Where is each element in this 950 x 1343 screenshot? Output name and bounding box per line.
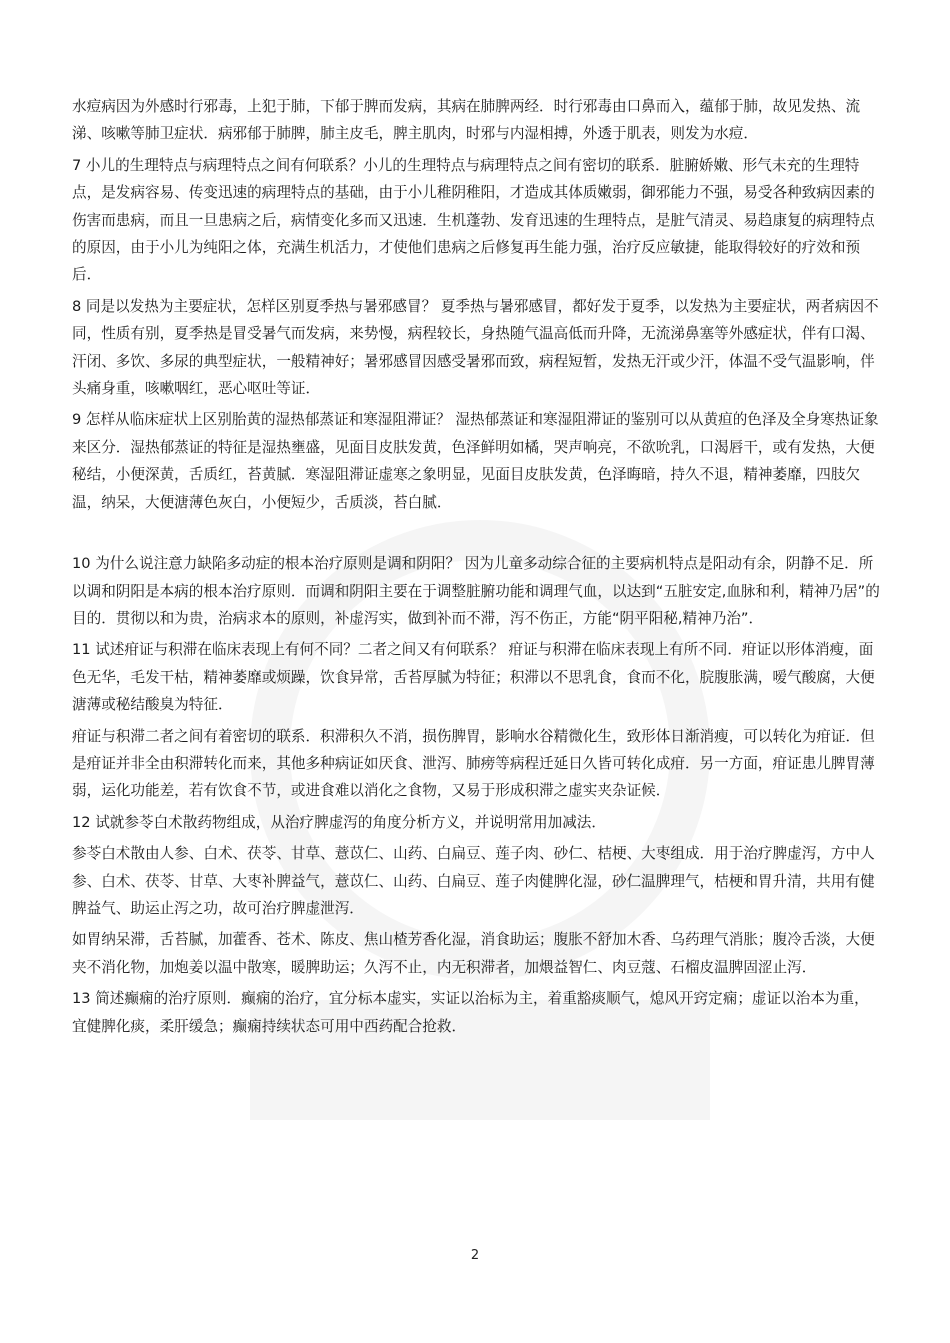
paragraph-q10: 10 为什么说注意力缺陷多动症的根本治疗原则是调和阴阳？ 因为儿童多动综合征的主要病机特点是阳动有余，阴静不足．所以调和阴阳是本病的根本治疗原则．而调和阴阳主要在于调整脏腑功能和调理气血，以达到“五脏安定,血脉和利，精神乃居”的目的．贯彻以和为贵，治病求本的原则，补虚泻实，做到补而不滞，泻不伤正，方能“阴平阳秘,精神乃治”． bbox=[72, 555, 880, 627]
paragraph-q7: 7 小儿的生理特点与病理特点之间有何联系？小儿的生理特点与病理特点之间有密切的联系．脏腑娇嫩、形气未充的生理特点，是发病容易、传变迅速的病理特点的基础，由于小儿稚阴稚阳，才造成其体质嫩弱，御邪能力不强，易受各种致病因素的伤害而患病，而且一旦患病之后，病情变化多而又迅速．生机蓬勃、发育迅速的生理特点，是脏气清灵、易趋康复的病理特点的原因，由于小儿为纯阳之体，充满生机活力，才使他们患病之后修复再生能力强，治疗反应敏捷，能取得较好的疗效和预后． bbox=[72, 156, 875, 284]
paragraph-q12: 12 试就参苓白术散药物组成，从治疗脾虚泻的角度分析方义，并说明常用加减法． bbox=[72, 813, 606, 831]
paragraph-q13: 13 简述癫痫的治疗原则．癫痫的治疗，宜分标本虚实，实证以治标为主，着重豁痰顺气，熄风开窍定痫；虚证以治本为重，宜健脾化痰，柔肝缓急；癫痫持续状态可用中西药配合抢救． bbox=[72, 990, 869, 1035]
paragraph-q11-relation: 疳证与积滞二者之间有着密切的联系．积滞积久不消，损伤脾胃，影响水谷精微化生，致形体日渐消瘦，可以转化为疳证．但是疳证并非全由积滞转化而来，其他多种病证如厌食、泄泻、肺痨等病程迁延日久皆可转化成疳．另一方面，疳证患儿脾胃薄弱，运化功能差，若有饮食不节，或进食难以消化之食物，又易于形成积滞之虚实夹杂证候． bbox=[72, 727, 875, 800]
paragraph-q12-composition: 参苓白术散由人参、白术、茯苓、甘草、薏苡仁、山药、白扁豆、莲子肉、砂仁、桔梗、大枣组成．用于治疗脾虚泻，方中人参、白术、茯苓、甘草、大枣补脾益气，薏苡仁、山药、白扁豆、莲子肉健脾化湿，砂仁温脾理气，桔梗和胃升清，共用有健脾益气、助运止泻之功，故可治疗脾虚泄泻． bbox=[72, 845, 875, 917]
page-number: 2 bbox=[470, 1248, 480, 1263]
paragraph-q8: 8 同是以发热为主要症状，怎样区别夏季热与暑邪感冒？ 夏季热与暑邪感冒，都好发于夏季，以发热为主要症状，两者病因不同，性质有别，夏季热是冒受暑气而发病，来势慢，病程较长，身热随气温高低而升降，无流涕鼻塞等外感症状，伴有口渴、汗闭、多饮、多尿的典型症状，一般精神好；暑邪感冒因感受暑邪而致，病程短暂，发热无汗或少汗，体温不受气温影响，伴头痛身重，咳嗽咽红，恶心呕吐等证． bbox=[72, 297, 879, 398]
paragraph-q9: 9 怎样从临床症状上区别胎黄的湿热郁蒸证和寒湿阻滞证？ 湿热郁蒸证和寒湿阻滞证的鉴别可以从黄疸的色泽及全身寒热证象来区分．湿热郁蒸证的特征是湿热壅盛，见面目皮肤发黄，色泽鲜明如橘，哭声响亮，不欲吮乳，口渴唇干，或有发热，大便秘结，小便深黄，舌质红，苔黄腻．寒湿阻滞证虚寒之象明显，见面目皮肤发黄，色泽晦暗，持久不退，精神萎靡，四肢欠温，纳呆，大便溏薄色灰白，小便短少，舌质淡，苔白腻． bbox=[72, 411, 879, 511]
document-body bbox=[72, 93, 880, 1044]
paragraph-q12-modifications: 如胃纳呆滞，舌苔腻，加藿香、苍术、陈皮、焦山楂芳香化湿，消食助运；腹胀不舒加木香、乌药理气消胀；腹冷舌淡，大便夹不消化物，加炮姜以温中散寒，暖脾助运；久泻不止，内无积滞者，加煨益智仁、肉豆蔻、石榴皮温脾固涩止泻． bbox=[72, 931, 875, 976]
paragraph-chickenpox-cause: 水痘病因为外感时行邪毒，上犯于肺，下郁于脾而发病，其病在肺脾两经．时行邪毒由口鼻而入，蕴郁于肺，故见发热、流涕、咳嗽等肺卫症状．病邪郁于肺脾，肺主皮毛，脾主肌肉，时邪与内湿相搏，外透于肌表，则发为水痘． bbox=[72, 98, 861, 143]
section-gap bbox=[72, 520, 880, 550]
paragraph-q11: 11 试述疳证与积滞在临床表现上有何不同？二者之间又有何联系？ 疳证与积滞在临床表现上有所不同．疳证以形体消瘦，面色无华，毛发干枯，精神萎靡或烦躁，饮食异常，舌苔厚腻为特征；积滞以不思乳食，食而不化，脘腹胀满，嗳气酸腐，大便溏薄或秘结酸臭为特征． bbox=[72, 641, 875, 714]
